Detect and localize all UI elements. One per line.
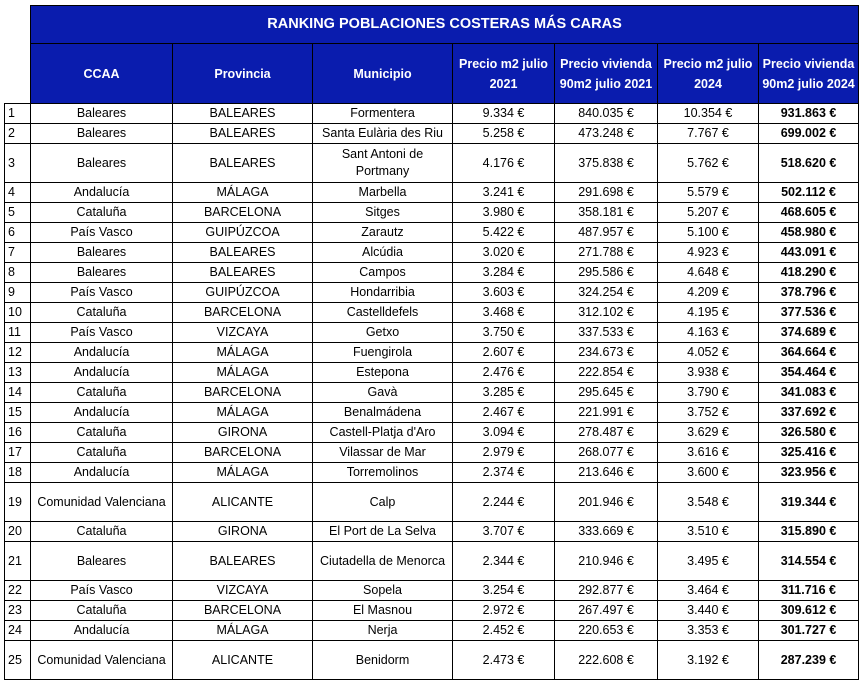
municipio-cell: Vilassar de Mar bbox=[313, 443, 453, 463]
ranking-table bbox=[4, 5, 859, 680]
rank-cell: 24 bbox=[5, 621, 31, 641]
table-row bbox=[5, 263, 859, 283]
table-row bbox=[5, 124, 859, 144]
table-row bbox=[5, 641, 859, 680]
ccaa-cell: Andalucía bbox=[31, 463, 173, 483]
provincia-cell: BALEARES bbox=[173, 542, 313, 581]
rank-cell: 11 bbox=[5, 323, 31, 343]
table-row bbox=[5, 223, 859, 243]
provincia-cell: BALEARES bbox=[173, 124, 313, 144]
header-precio-m2-2021: Precio m2 julio 2021 bbox=[453, 44, 555, 104]
precio-m2-2021-cell: 3.284 € bbox=[453, 263, 555, 283]
precio-m2-2021-cell: 3.603 € bbox=[453, 283, 555, 303]
provincia-cell: BALEARES bbox=[173, 263, 313, 283]
header-provincia: Provincia bbox=[173, 44, 313, 104]
precio-vivienda-2024-cell: 311.716 € bbox=[759, 581, 859, 601]
ccaa-cell: Baleares bbox=[31, 263, 173, 283]
municipio-cell: Zarautz bbox=[313, 223, 453, 243]
ccaa-cell: Andalucía bbox=[31, 363, 173, 383]
rank-cell: 21 bbox=[5, 542, 31, 581]
municipio-cell: Getxo bbox=[313, 323, 453, 343]
ccaa-cell: Comunidad Valenciana bbox=[31, 641, 173, 680]
provincia-cell: MÁLAGA bbox=[173, 463, 313, 483]
municipio-cell: Castelldefels bbox=[313, 303, 453, 323]
municipio-cell: Nerja bbox=[313, 621, 453, 641]
precio-m2-2024-cell: 3.440 € bbox=[658, 601, 759, 621]
rank-cell: 13 bbox=[5, 363, 31, 383]
ccaa-cell: País Vasco bbox=[31, 323, 173, 343]
table-row bbox=[5, 243, 859, 263]
precio-vivienda-2024-cell: 458.980 € bbox=[759, 223, 859, 243]
rank-cell: 9 bbox=[5, 283, 31, 303]
rank-cell: 2 bbox=[5, 124, 31, 144]
municipio-cell: Santa Eulària des Riu bbox=[313, 124, 453, 144]
precio-m2-2024-cell: 3.629 € bbox=[658, 423, 759, 443]
provincia-cell: ALICANTE bbox=[173, 641, 313, 680]
precio-m2-2021-cell: 2.344 € bbox=[453, 542, 555, 581]
rank-cell: 6 bbox=[5, 223, 31, 243]
precio-m2-2021-cell: 5.258 € bbox=[453, 124, 555, 144]
precio-m2-2021-cell: 3.707 € bbox=[453, 522, 555, 542]
corner-cell bbox=[5, 6, 31, 104]
ccaa-cell: Andalucía bbox=[31, 621, 173, 641]
precio-m2-2024-cell: 4.648 € bbox=[658, 263, 759, 283]
rank-cell: 19 bbox=[5, 483, 31, 522]
provincia-cell: BARCELONA bbox=[173, 303, 313, 323]
precio-vivienda-2021-cell: 267.497 € bbox=[555, 601, 658, 621]
precio-vivienda-2024-cell: 502.112 € bbox=[759, 183, 859, 203]
precio-m2-2024-cell: 4.163 € bbox=[658, 323, 759, 343]
precio-m2-2024-cell: 3.790 € bbox=[658, 383, 759, 403]
precio-vivienda-2021-cell: 312.102 € bbox=[555, 303, 658, 323]
ccaa-cell: Cataluña bbox=[31, 522, 173, 542]
precio-vivienda-2021-cell: 220.653 € bbox=[555, 621, 658, 641]
rank-cell: 10 bbox=[5, 303, 31, 323]
precio-vivienda-2024-cell: 325.416 € bbox=[759, 443, 859, 463]
precio-vivienda-2024-cell: 377.536 € bbox=[759, 303, 859, 323]
table-row bbox=[5, 303, 859, 323]
ccaa-cell: Andalucía bbox=[31, 183, 173, 203]
header-ccaa: CCAA bbox=[31, 44, 173, 104]
provincia-cell: BARCELONA bbox=[173, 383, 313, 403]
precio-m2-2024-cell: 3.464 € bbox=[658, 581, 759, 601]
precio-m2-2024-cell: 3.353 € bbox=[658, 621, 759, 641]
precio-vivienda-2021-cell: 375.838 € bbox=[555, 144, 658, 183]
ccaa-cell: Cataluña bbox=[31, 303, 173, 323]
rank-cell: 7 bbox=[5, 243, 31, 263]
precio-m2-2024-cell: 10.354 € bbox=[658, 104, 759, 124]
municipio-cell: El Port de La Selva bbox=[313, 522, 453, 542]
ccaa-cell: Cataluña bbox=[31, 443, 173, 463]
precio-m2-2024-cell: 3.495 € bbox=[658, 542, 759, 581]
ccaa-cell: Cataluña bbox=[31, 203, 173, 223]
precio-m2-2024-cell: 7.767 € bbox=[658, 124, 759, 144]
municipio-cell: Estepona bbox=[313, 363, 453, 383]
precio-m2-2021-cell: 2.476 € bbox=[453, 363, 555, 383]
precio-vivienda-2024-cell: 699.002 € bbox=[759, 124, 859, 144]
municipio-cell: Gavà bbox=[313, 383, 453, 403]
ccaa-cell: Cataluña bbox=[31, 601, 173, 621]
precio-vivienda-2021-cell: 210.946 € bbox=[555, 542, 658, 581]
precio-vivienda-2024-cell: 323.956 € bbox=[759, 463, 859, 483]
precio-vivienda-2021-cell: 222.854 € bbox=[555, 363, 658, 383]
precio-m2-2021-cell: 2.374 € bbox=[453, 463, 555, 483]
precio-m2-2021-cell: 3.241 € bbox=[453, 183, 555, 203]
precio-vivienda-2021-cell: 278.487 € bbox=[555, 423, 658, 443]
provincia-cell: ALICANTE bbox=[173, 483, 313, 522]
municipio-cell: Marbella bbox=[313, 183, 453, 203]
rank-cell: 12 bbox=[5, 343, 31, 363]
precio-m2-2024-cell: 5.579 € bbox=[658, 183, 759, 203]
precio-vivienda-2021-cell: 234.673 € bbox=[555, 343, 658, 363]
municipio-cell: Formentera bbox=[313, 104, 453, 124]
precio-m2-2024-cell: 3.510 € bbox=[658, 522, 759, 542]
ccaa-cell: Andalucía bbox=[31, 343, 173, 363]
precio-m2-2021-cell: 3.020 € bbox=[453, 243, 555, 263]
precio-vivienda-2021-cell: 840.035 € bbox=[555, 104, 658, 124]
provincia-cell: BARCELONA bbox=[173, 203, 313, 223]
ccaa-cell: Comunidad Valenciana bbox=[31, 483, 173, 522]
rank-cell: 25 bbox=[5, 641, 31, 680]
table-title: RANKING POBLACIONES COSTERAS MÁS CARAS bbox=[31, 6, 859, 44]
table-row bbox=[5, 483, 859, 522]
precio-m2-2021-cell: 2.467 € bbox=[453, 403, 555, 423]
precio-m2-2024-cell: 5.100 € bbox=[658, 223, 759, 243]
provincia-cell: GUIPÚZCOA bbox=[173, 283, 313, 303]
precio-m2-2024-cell: 5.762 € bbox=[658, 144, 759, 183]
rank-cell: 18 bbox=[5, 463, 31, 483]
ccaa-cell: Baleares bbox=[31, 124, 173, 144]
municipio-cell: Campos bbox=[313, 263, 453, 283]
rank-cell: 17 bbox=[5, 443, 31, 463]
table-row bbox=[5, 283, 859, 303]
header-precio-vivienda-2021: Precio vivienda 90m2 julio 2021 bbox=[555, 44, 658, 104]
precio-vivienda-2021-cell: 337.533 € bbox=[555, 323, 658, 343]
precio-vivienda-2021-cell: 295.645 € bbox=[555, 383, 658, 403]
provincia-cell: MÁLAGA bbox=[173, 363, 313, 383]
ccaa-cell: Baleares bbox=[31, 542, 173, 581]
precio-vivienda-2024-cell: 315.890 € bbox=[759, 522, 859, 542]
municipio-cell: Sant Antoni de Portmany bbox=[313, 144, 453, 183]
precio-vivienda-2021-cell: 333.669 € bbox=[555, 522, 658, 542]
table-row bbox=[5, 144, 859, 183]
ccaa-cell: Cataluña bbox=[31, 423, 173, 443]
rank-cell: 8 bbox=[5, 263, 31, 283]
ccaa-cell: País Vasco bbox=[31, 283, 173, 303]
table-row bbox=[5, 363, 859, 383]
rank-cell: 22 bbox=[5, 581, 31, 601]
precio-m2-2021-cell: 9.334 € bbox=[453, 104, 555, 124]
precio-vivienda-2021-cell: 222.608 € bbox=[555, 641, 658, 680]
municipio-cell: Sitges bbox=[313, 203, 453, 223]
table-row bbox=[5, 601, 859, 621]
rank-cell: 16 bbox=[5, 423, 31, 443]
header-precio-vivienda-2024: Precio vivienda 90m2 julio 2024 bbox=[759, 44, 859, 104]
municipio-cell: Castell-Platja d'Aro bbox=[313, 423, 453, 443]
precio-m2-2024-cell: 3.600 € bbox=[658, 463, 759, 483]
precio-vivienda-2024-cell: 364.664 € bbox=[759, 343, 859, 363]
precio-m2-2021-cell: 2.979 € bbox=[453, 443, 555, 463]
rank-cell: 4 bbox=[5, 183, 31, 203]
municipio-cell: Fuengirola bbox=[313, 343, 453, 363]
rank-cell: 20 bbox=[5, 522, 31, 542]
municipio-cell: Ciutadella de Menorca bbox=[313, 542, 453, 581]
precio-m2-2021-cell: 3.254 € bbox=[453, 581, 555, 601]
table-row bbox=[5, 104, 859, 124]
provincia-cell: VIZCAYA bbox=[173, 323, 313, 343]
rank-cell: 14 bbox=[5, 383, 31, 403]
municipio-cell: El Masnou bbox=[313, 601, 453, 621]
precio-m2-2024-cell: 4.923 € bbox=[658, 243, 759, 263]
ccaa-cell: País Vasco bbox=[31, 223, 173, 243]
precio-vivienda-2021-cell: 324.254 € bbox=[555, 283, 658, 303]
precio-m2-2021-cell: 2.607 € bbox=[453, 343, 555, 363]
provincia-cell: MÁLAGA bbox=[173, 621, 313, 641]
table-row bbox=[5, 323, 859, 343]
precio-vivienda-2024-cell: 468.605 € bbox=[759, 203, 859, 223]
precio-vivienda-2024-cell: 337.692 € bbox=[759, 403, 859, 423]
municipio-cell: Benalmádena bbox=[313, 403, 453, 423]
precio-vivienda-2024-cell: 287.239 € bbox=[759, 641, 859, 680]
precio-m2-2021-cell: 3.285 € bbox=[453, 383, 555, 403]
precio-vivienda-2024-cell: 443.091 € bbox=[759, 243, 859, 263]
precio-m2-2021-cell: 5.422 € bbox=[453, 223, 555, 243]
precio-m2-2024-cell: 3.938 € bbox=[658, 363, 759, 383]
rank-cell: 3 bbox=[5, 144, 31, 183]
precio-vivienda-2024-cell: 378.796 € bbox=[759, 283, 859, 303]
rank-cell: 15 bbox=[5, 403, 31, 423]
precio-vivienda-2024-cell: 314.554 € bbox=[759, 542, 859, 581]
header-municipio: Municipio bbox=[313, 44, 453, 104]
provincia-cell: BALEARES bbox=[173, 243, 313, 263]
ccaa-cell: Baleares bbox=[31, 243, 173, 263]
municipio-cell: Alcúdia bbox=[313, 243, 453, 263]
ccaa-cell: Baleares bbox=[31, 144, 173, 183]
precio-vivienda-2024-cell: 931.863 € bbox=[759, 104, 859, 124]
provincia-cell: GUIPÚZCOA bbox=[173, 223, 313, 243]
precio-vivienda-2021-cell: 221.991 € bbox=[555, 403, 658, 423]
precio-vivienda-2021-cell: 268.077 € bbox=[555, 443, 658, 463]
provincia-cell: VIZCAYA bbox=[173, 581, 313, 601]
table-row bbox=[5, 621, 859, 641]
table-row bbox=[5, 581, 859, 601]
municipio-cell: Calp bbox=[313, 483, 453, 522]
precio-vivienda-2021-cell: 292.877 € bbox=[555, 581, 658, 601]
precio-m2-2024-cell: 4.195 € bbox=[658, 303, 759, 323]
precio-m2-2024-cell: 5.207 € bbox=[658, 203, 759, 223]
table-row bbox=[5, 463, 859, 483]
municipio-cell: Hondarribia bbox=[313, 283, 453, 303]
table-row bbox=[5, 542, 859, 581]
precio-vivienda-2021-cell: 213.646 € bbox=[555, 463, 658, 483]
ccaa-cell: Andalucía bbox=[31, 403, 173, 423]
header-precio-m2-2024: Precio m2 julio 2024 bbox=[658, 44, 759, 104]
precio-vivienda-2021-cell: 358.181 € bbox=[555, 203, 658, 223]
precio-m2-2021-cell: 4.176 € bbox=[453, 144, 555, 183]
precio-m2-2021-cell: 2.452 € bbox=[453, 621, 555, 641]
ccaa-cell: País Vasco bbox=[31, 581, 173, 601]
table-row bbox=[5, 203, 859, 223]
precio-vivienda-2024-cell: 354.464 € bbox=[759, 363, 859, 383]
precio-m2-2021-cell: 2.473 € bbox=[453, 641, 555, 680]
precio-vivienda-2021-cell: 295.586 € bbox=[555, 263, 658, 283]
precio-m2-2024-cell: 3.752 € bbox=[658, 403, 759, 423]
table-row bbox=[5, 403, 859, 423]
precio-m2-2021-cell: 2.972 € bbox=[453, 601, 555, 621]
precio-m2-2024-cell: 3.616 € bbox=[658, 443, 759, 463]
table-row bbox=[5, 183, 859, 203]
precio-vivienda-2021-cell: 473.248 € bbox=[555, 124, 658, 144]
precio-m2-2021-cell: 2.244 € bbox=[453, 483, 555, 522]
precio-vivienda-2021-cell: 201.946 € bbox=[555, 483, 658, 522]
precio-vivienda-2021-cell: 487.957 € bbox=[555, 223, 658, 243]
precio-vivienda-2021-cell: 291.698 € bbox=[555, 183, 658, 203]
ccaa-cell: Baleares bbox=[31, 104, 173, 124]
municipio-cell: Torremolinos bbox=[313, 463, 453, 483]
rank-cell: 1 bbox=[5, 104, 31, 124]
provincia-cell: GIRONA bbox=[173, 423, 313, 443]
table-row bbox=[5, 423, 859, 443]
precio-vivienda-2024-cell: 374.689 € bbox=[759, 323, 859, 343]
precio-vivienda-2024-cell: 418.290 € bbox=[759, 263, 859, 283]
precio-m2-2021-cell: 3.094 € bbox=[453, 423, 555, 443]
precio-m2-2024-cell: 4.052 € bbox=[658, 343, 759, 363]
table-row bbox=[5, 522, 859, 542]
precio-vivienda-2024-cell: 319.344 € bbox=[759, 483, 859, 522]
provincia-cell: BALEARES bbox=[173, 144, 313, 183]
provincia-cell: BALEARES bbox=[173, 104, 313, 124]
rank-cell: 5 bbox=[5, 203, 31, 223]
rank-cell: 23 bbox=[5, 601, 31, 621]
provincia-cell: GIRONA bbox=[173, 522, 313, 542]
precio-m2-2021-cell: 3.468 € bbox=[453, 303, 555, 323]
provincia-cell: BARCELONA bbox=[173, 443, 313, 463]
precio-m2-2024-cell: 3.192 € bbox=[658, 641, 759, 680]
table-row bbox=[5, 343, 859, 363]
provincia-cell: MÁLAGA bbox=[173, 343, 313, 363]
municipio-cell: Benidorm bbox=[313, 641, 453, 680]
precio-vivienda-2024-cell: 518.620 € bbox=[759, 144, 859, 183]
precio-m2-2024-cell: 4.209 € bbox=[658, 283, 759, 303]
precio-vivienda-2021-cell: 271.788 € bbox=[555, 243, 658, 263]
provincia-cell: MÁLAGA bbox=[173, 183, 313, 203]
precio-m2-2024-cell: 3.548 € bbox=[658, 483, 759, 522]
provincia-cell: BARCELONA bbox=[173, 601, 313, 621]
table-row bbox=[5, 383, 859, 403]
precio-m2-2021-cell: 3.750 € bbox=[453, 323, 555, 343]
precio-vivienda-2024-cell: 341.083 € bbox=[759, 383, 859, 403]
municipio-cell: Sopela bbox=[313, 581, 453, 601]
precio-vivienda-2024-cell: 326.580 € bbox=[759, 423, 859, 443]
precio-vivienda-2024-cell: 309.612 € bbox=[759, 601, 859, 621]
ccaa-cell: Cataluña bbox=[31, 383, 173, 403]
table-row bbox=[5, 443, 859, 463]
precio-vivienda-2024-cell: 301.727 € bbox=[759, 621, 859, 641]
provincia-cell: MÁLAGA bbox=[173, 403, 313, 423]
precio-m2-2021-cell: 3.980 € bbox=[453, 203, 555, 223]
